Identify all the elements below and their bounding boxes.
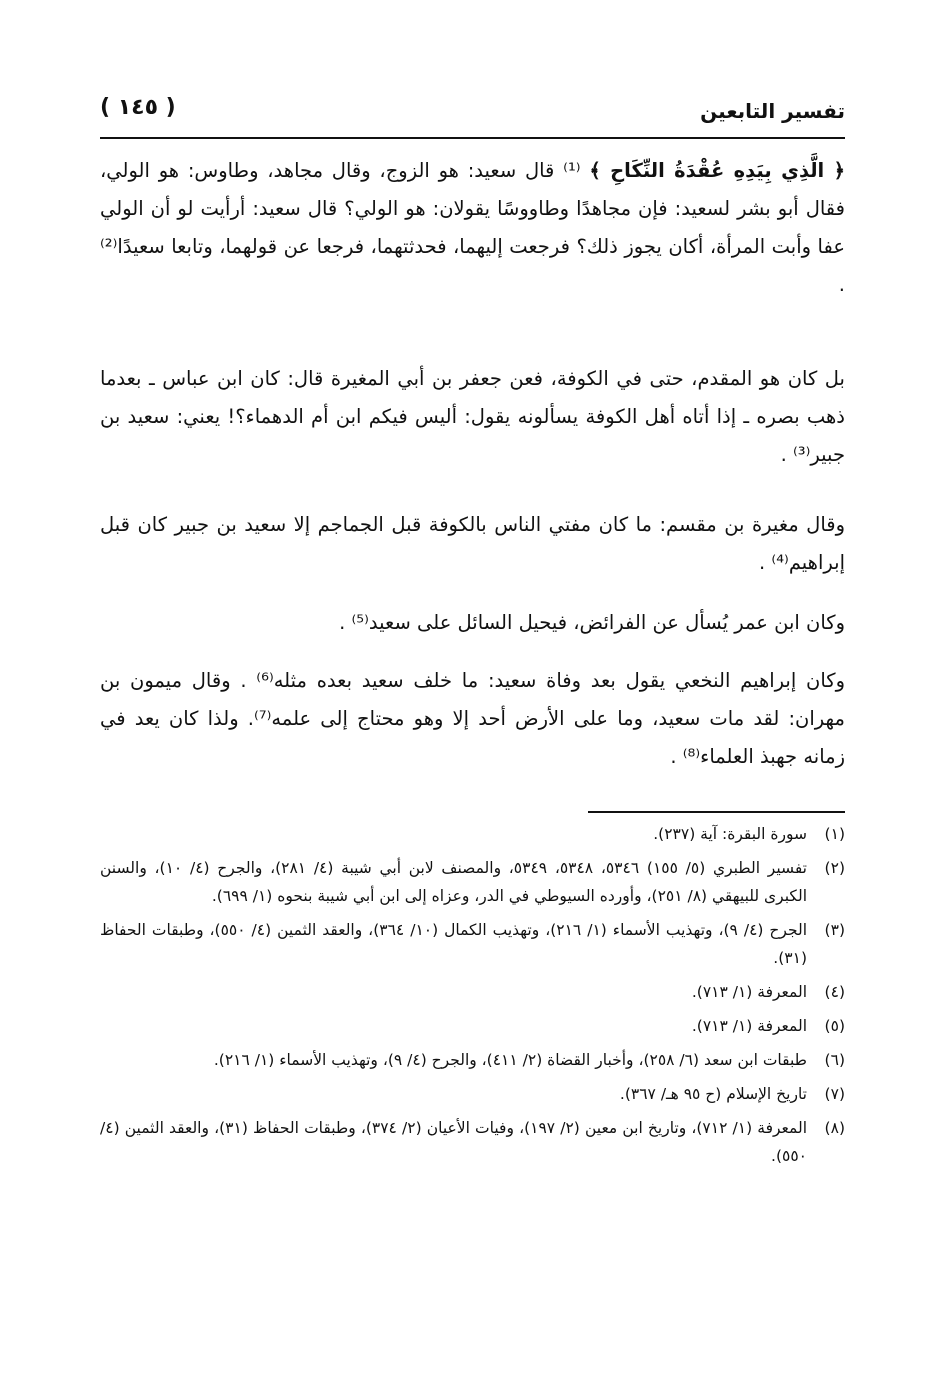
paragraph-1 (100, 152, 845, 304)
footnote-number: (٤) (824, 983, 845, 1001)
footnote-text: تفسير الطبري (٥/ ١٥٥) ٥٣٤٦، ٥٣٤٨، ٥٣٤٩، والمصنف لابن أبي شيبة (٤/ ٢٨١)، والجرح (٤/ ١٠)، والسنن الكبرى للبيهقي (٨/ ٢٥١)، وأورده السيوطي في الدر، وعزاه إلى ابن أبي شيبة بنحوه (١/ ٦٩٩). (100, 859, 807, 905)
footnote-number: (٣) (824, 921, 845, 939)
footnote-text: المعرفة (١/ ٧١٣). (691, 1017, 807, 1035)
footnote-number: (٦) (824, 1051, 845, 1069)
footnotes (100, 820, 845, 1176)
footnote-6 (100, 1046, 845, 1074)
footnote-1 (100, 820, 845, 848)
page-header (100, 95, 845, 135)
footnote-3 (100, 916, 845, 972)
paragraph-1-text: ⁽¹⁾ قال سعيد: هو الزوج، وقال مجاهد، وطاوس: هو الولي، فقال أبو بشر لسعيد: فإن مجاهدًا وطاووسًا يقولان: هو الولي؟ قال سعيد: أرأيت لو أن الولي عفا وأبت المرأة، أكان يجوز ذلك؟ فرجعت إليهما، فحدثتهما، فرجعا عن قولهما، وتابعا سعيدًا⁽²⁾ . (100, 159, 845, 296)
footnote-text: المعرفة (١/ ٧١٣). (691, 983, 807, 1001)
footnote-number: (٨) (824, 1119, 845, 1137)
footnote-2 (100, 854, 845, 910)
footnote-7 (100, 1080, 845, 1108)
footnote-text: طبقات ابن سعد (٦/ ٢٥٨)، وأخبار القضاة (٢/ ٤١١)، والجرح (٤/ ٩)، وتهذيب الأسماء (١/ ٢١٦). (213, 1051, 807, 1069)
footnote-5 (100, 1012, 845, 1040)
footnote-text: المعرفة (١/ ٧١٢)، وتاريخ ابن معين (٢/ ١٩٧)، وفيات الأعيان (٢/ ٣٧٤)، وطبقات الحفاظ (٣١)، والعقد الثمين (٤/ ٥٥٠). (100, 1119, 808, 1165)
page-number: ( ١٤٥ ) (100, 95, 176, 120)
paragraph-4: وكان ابن عمر يُسأل عن الفرائض، فيحيل السائل على سعيد⁽⁵⁾ . (339, 611, 845, 634)
quran-verse: ﴿ الَّذِي بِيَدِهِ عُقْدَةُ النِّكَاحِ ﴾ (589, 159, 846, 182)
paragraph-5: وكان إبراهيم النخعي يقول بعد وفاة سعيد: ما خلف سعيد بعده مثله⁽⁶⁾ . وقال ميمون بن مهران: لقد مات سعيد، وما على الأرض أحد إلا وهو محتاج إلى علمه⁽⁷⁾. ولذا كان يعد في زمانه جهبذ العلماء⁽⁸⁾ . (100, 669, 845, 768)
footnote-text: تاريخ الإسلام (ح ٩٥ هـ/ ٣٦٧). (619, 1085, 807, 1103)
footnote-separator (588, 811, 845, 813)
footnote-number: (٧) (824, 1085, 845, 1103)
footnote-text: الجرح (٤/ ٩)، وتهذيب الأسماء (١/ ٢١٦)، وتهذيب الكمال (١٠/ ٣٦٤)، والعقد الثمين (٤/ ٥٥٠)، وطبقات الحفاظ (٣١). (100, 921, 808, 967)
footnote-text: سورة البقرة: آية (٢٣٧). (653, 825, 807, 843)
footnote-8 (100, 1114, 845, 1170)
paragraph-2: بل كان هو المقدم، حتى في الكوفة، فعن جعفر بن أبي المغيرة قال: كان ابن عباس ـ بعدما ذهب بصره ـ إذا أتاه أهل الكوفة يسألونه يقول: أليس فيكم ابن أم الدهماء؟! يعني: سعيد بن جبير⁽³⁾ . (100, 367, 845, 466)
running-title: تفسير التابعين (700, 99, 845, 123)
header-rule (100, 137, 845, 139)
paragraph-3: وقال مغيرة بن مقسم: ما كان مفتي الناس بالكوفة قبل الجماجم إلا سعيد بن جبير كان قبل إبراهيم⁽⁴⁾ . (100, 513, 845, 574)
footnote-4 (100, 978, 845, 1006)
footnote-number: (٥) (824, 1017, 845, 1035)
footnote-number: (١) (824, 825, 845, 843)
footnote-number: (٢) (824, 859, 845, 877)
